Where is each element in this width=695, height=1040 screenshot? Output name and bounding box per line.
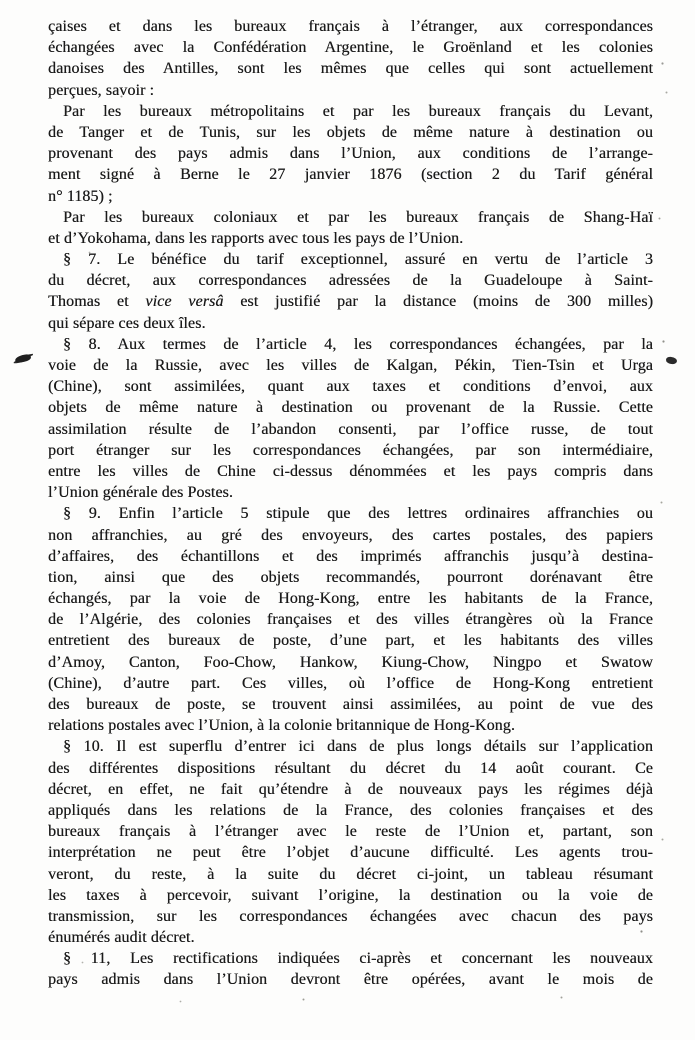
text-line: de Tanger et de Tunis, sur les objets de même nature à destination ou [48,123,653,141]
text-line: bureaux français à l’étranger avec le reste de l’Union et, partant, son [48,823,653,841]
text-line: Par les bureaux métropolitains et par les bureaux français du Levant, [63,102,653,120]
text-line: ment signé à Berne le 27 janvier 1876 (section 2 du Tarif général [48,166,653,184]
text-line: qui sépare ces deux îles. [48,314,206,332]
text-line: danoises des Antilles, sont les mêmes que celles qui sont actuellement [48,60,653,78]
text-line: appliqués dans les relations de la France, des colonies françaises et des [48,801,653,819]
text-line: décret, en effet, ne fait qu’étendre à de nouveaux pays les régimes déjà [48,780,653,798]
text-line: voie de la Russie, avec les villes de Kalgan, Pékin, Tien-Tsin et Urga [48,357,653,374]
text-line-section-7: § 7. Le bénéfice du tarif exceptionnel, assuré en vertu de l’article 3 [63,251,653,269]
left-margin-ink-smudge [15,354,32,364]
text-line: relations postales avec l’Union, à la colonie britannique de Hong-Kong. [48,717,515,735]
text-line: non affranchies, au gré des envoyeurs, des cartes postales, des papiers [48,526,653,544]
text-line: (Chine), sont assimilées, quant aux taxes et conditions d’envoi, aux [48,378,653,396]
text-line: provenant des pays admis dans l’Union, aux conditions de l’arrange- [48,145,653,163]
text-line-section-10: § 10. Il est superflu d’entrer ici dans de plus longs détails sur l’application [63,738,653,756]
text-line-section-11: § 11, Les rectifications indiquées ci-après et concernant les nouveaux [63,950,653,968]
text-line: entretient des bureaux de poste, d’une part, et les habitants des villes [48,632,653,650]
text-line: (Chine), d’autre part. Ces villes, où l’office de Hong-Kong entretient [48,674,653,692]
text-line: pays admis dans l’Union devront être opérées, avant le mois de [48,971,653,989]
text-line: interprétation ne peut être l’objet d’aucune difficulté. Les agents trou- [48,844,653,862]
text-line: les taxes à percevoir, suivant l’origine, la destination ou la voie de [48,886,653,904]
text-line-section-9: § 9. Enfin l’article 5 stipule que des lettres ordinaires affranchies ou [63,505,653,523]
text-line: assimilation résulte de l’abandon consenti, par l’office russe, de tout [48,420,653,438]
text-line: échangées avec la Confédération Argentine, le Groënland et les colonies [48,39,653,57]
italic-text-segment: vice versâ [145,293,224,311]
text-line: transmission, sur les correspondances échangées avec chacun des pays [48,907,653,925]
text-line: l’Union générale des Postes. [48,484,233,502]
text-segment: est justifié par la distance (moins de 300 milles) [223,293,653,311]
text-line: entre les villes de Chine ci-dessus dénommées et les pays compris dans [48,462,653,480]
right-margin-ink-smudge [666,356,678,364]
text-line: d’Amoy, Canton, Foo-Chow, Hankow, Kiung-Chow, Ningpo et Swatow [48,653,653,671]
text-line: n° 1185) ; [48,187,113,205]
text-line: échangés, par la voie de Hong-Kong, entre les habitants de la France, [48,590,653,608]
text-line: objets de même nature à destination ou provenant de la Russie. Cette [48,399,653,417]
text-line: énumérés audit décret. [48,929,195,947]
text-line: tion, ainsi que des objets recommandés, pourront dorénavant être [48,568,653,586]
text-line: de l’Algérie, des colonies françaises et des villes étrangères où la France [48,611,653,629]
text-line: veront, du reste, à la suite du décret ci-joint, un tableau résumant [48,865,653,883]
text-line: des différentes dispositions résultant du décret du 14 août courant. Ce [48,759,653,777]
text-column [48,16,653,991]
text-line: du décret, aux correspondances adressées de la Guadeloupe à Saint- [48,272,653,290]
text-line: çaises et dans les bureaux français à l’étranger, aux correspondances [48,18,653,35]
text-line: et d’Yokohama, dans les rapports avec tous les pays de l’Union. [48,229,464,247]
text-line: des bureaux de poste, se trouvent ainsi assimilées, au point de vue des [48,696,653,713]
text-line: port étranger sur les correspondances échangées, par son intermédiaire, [48,441,653,459]
text-line: d’affaires, des échantillons et des imprimés affranchis jusqu’à destina- [48,547,653,565]
text-line: perçues, savoir : [48,81,155,99]
text-line [48,291,653,312]
text-line-section-8: § 8. Aux termes de l’article 4, les correspondances échangées, par la [63,335,653,353]
scan-noise-speckles [0,0,1,1]
text-line: Par les bureaux coloniaux et par les bureaux français de Shang-Haï [63,208,653,226]
text-segment: Thomas et [48,293,146,311]
